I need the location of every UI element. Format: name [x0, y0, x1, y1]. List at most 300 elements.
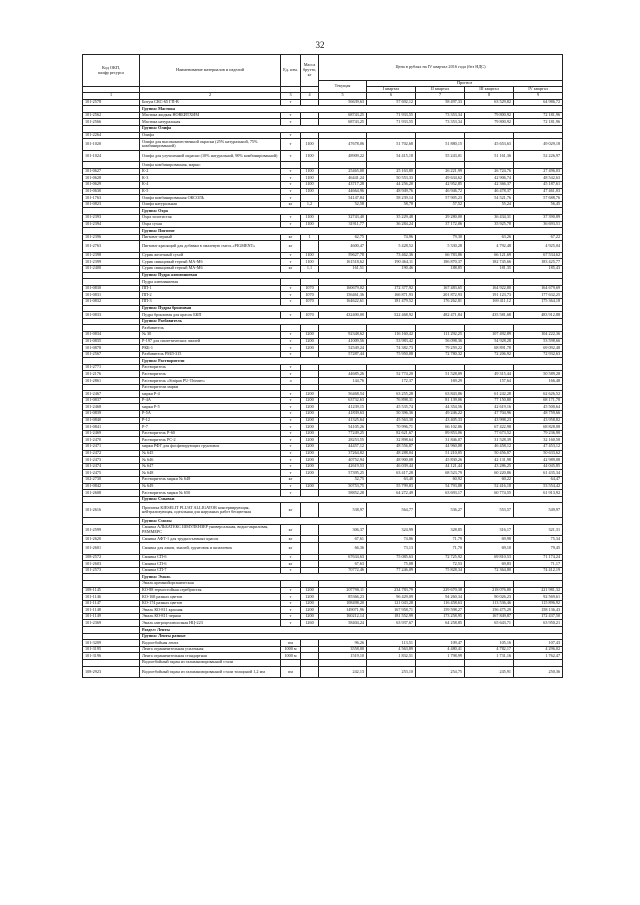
price-cell: 175 364,18 — [514, 298, 563, 305]
table-row — [83, 600, 563, 607]
name-cell: ПП-1 — [140, 285, 281, 292]
group-row — [83, 106, 563, 113]
name-cell: К-4 — [140, 181, 281, 188]
name-cell: Охра сухая — [140, 221, 281, 228]
price-cell: 254,75 — [416, 666, 465, 678]
price-cell: 46 458,12 — [465, 444, 514, 451]
price-cell: 77 246,09 — [367, 567, 416, 574]
code-cell: 101-2562 — [83, 112, 140, 119]
table-row — [83, 201, 563, 208]
price-cell — [465, 162, 514, 169]
name-cell: Р-7 — [140, 424, 281, 431]
unit-cell: т — [281, 404, 301, 411]
unit-cell: т — [281, 351, 301, 358]
code-cell: 101-2398 — [83, 252, 140, 259]
name-cell: Растворитель РС-2 — [140, 437, 281, 444]
mass-cell — [301, 554, 319, 561]
price-cell: 64 258,85 — [416, 620, 465, 627]
price-cell: 164622,61 — [319, 298, 367, 305]
column-number: 5 — [319, 93, 367, 100]
header-name: Наименование материалов и изделий — [140, 55, 281, 87]
mass-cell — [301, 660, 319, 667]
price-cell: 1 798,99 — [416, 653, 465, 660]
price-cell: 79 236,90 — [514, 430, 563, 437]
group-title: Группа: Смолы — [140, 518, 563, 525]
name-cell: Олифа натуральная — [140, 201, 281, 208]
price-cell — [514, 325, 563, 332]
price-cell: 41839,63 — [319, 411, 367, 418]
price-cell: 48 556,87 — [367, 444, 416, 451]
mass-cell: 1200 — [301, 450, 319, 457]
price-cell: 79,45 — [514, 543, 563, 555]
price-cell: 181 552,99 — [367, 613, 416, 620]
price-cell: 71,17 — [514, 561, 563, 568]
table-row — [83, 397, 563, 404]
price-cell: 37 390,89 — [514, 214, 563, 221]
name-cell: Р-197 для синтетических эмалей — [140, 338, 281, 345]
price-cell — [514, 580, 563, 587]
column-number: 2 — [140, 93, 281, 100]
price-cell: 70772,46 — [319, 567, 367, 574]
mass-cell: 1200 — [301, 338, 319, 345]
price-cell: 49 315,44 — [465, 371, 514, 378]
price-cell: 167 849,87 — [465, 613, 514, 620]
price-cell: 44 256,20 — [367, 181, 416, 188]
unit-cell: кг — [281, 201, 301, 208]
name-cell: Смывка СП-6 — [140, 561, 281, 568]
price-cell: 432400,00 — [319, 312, 367, 319]
name-cell: Эмаль нитроцеллюлозная НЦ-223 — [140, 620, 281, 627]
price-cell: 48 759,66 — [514, 411, 563, 418]
code-cell: 101-1149 — [83, 613, 140, 620]
price-cell: 69,98 — [465, 536, 514, 543]
mass-cell — [301, 561, 319, 568]
group-title: Группа: Ленты разные — [140, 633, 563, 640]
page-number: 32 — [315, 40, 325, 50]
price-cell: 26 724,76 — [465, 168, 514, 175]
name-cell: Растворитель марки № 650 — [140, 490, 281, 497]
header-price-title: Цена в рублях на IV квартал 2016 года (без НДС) — [319, 55, 563, 81]
price-cell: 69,10 — [465, 543, 514, 555]
code-cell: 101-0834 — [83, 331, 140, 338]
price-cell: 71,70 — [416, 543, 465, 555]
price-cell: 64 986,72 — [514, 99, 563, 106]
name-cell: РКБ-1 — [140, 345, 281, 352]
price-cell: 173 258,95 — [416, 613, 465, 620]
unit-cell: т — [281, 214, 301, 221]
price-cell — [465, 325, 514, 332]
group-title: Группа: Растворители — [140, 358, 563, 365]
table-row — [83, 168, 563, 175]
price-cell: 60,22 — [465, 476, 514, 483]
price-cell: 43 958,82 — [514, 417, 563, 424]
price-cell: 47 704,96 — [465, 411, 514, 418]
price-cell: 108498,20 — [319, 600, 367, 607]
table-row — [83, 666, 563, 678]
code-cell: 101-0837 — [83, 397, 140, 404]
name-cell: Р-4А — [140, 397, 281, 404]
price-cell: 57 905,23 — [416, 195, 465, 202]
name-cell: Смывка для лаков, эмалей, грунтовок и шпатлевок — [140, 543, 281, 555]
group-row — [83, 272, 563, 279]
price-cell: 107,43 — [514, 640, 563, 647]
price-cell: 51 880,15 — [416, 139, 465, 151]
name-cell: № 30 — [140, 331, 281, 338]
unit-cell: л — [281, 378, 301, 385]
price-cell: 121 043,28 — [367, 600, 416, 607]
unit-cell: т — [281, 312, 301, 319]
unit-cell: т — [281, 195, 301, 202]
unit-cell: т — [281, 600, 301, 607]
code-cell — [83, 272, 140, 279]
price-cell: 105,16 — [465, 640, 514, 647]
unit-cell: т — [281, 613, 301, 620]
price-cell: 160679,02 — [319, 285, 367, 292]
mass-cell — [301, 364, 319, 371]
unit-cell: пм — [281, 640, 301, 647]
code-cell: 101-2578 — [83, 99, 140, 106]
price-cell: 4 782,17 — [465, 646, 514, 653]
header-mass: Масса брутто, кг — [301, 55, 319, 87]
price-cell: 76 898,31 — [367, 397, 416, 404]
code-cell: 101-2469 — [83, 430, 140, 437]
price-cell: 56468,54 — [319, 391, 367, 398]
price-cell: 253,10 — [367, 666, 416, 678]
price-cell — [416, 660, 465, 667]
unit-cell: пм — [281, 666, 301, 678]
name-cell: Водоотбойный экран из гальванизированной стали толщиной 1,2 мм — [140, 666, 281, 678]
code-cell — [83, 633, 140, 640]
name-cell: КО-174 разных цветов — [140, 600, 281, 607]
price-cell: 51 702,68 — [367, 139, 416, 151]
code-cell: 101-2861 — [83, 378, 140, 385]
mass-cell — [301, 490, 319, 497]
price-cell: 167 483,65 — [416, 285, 465, 292]
price-cell: 564,77 — [367, 503, 416, 518]
price-cell: 77249,25 — [319, 430, 367, 437]
price-cell: 164 679,69 — [514, 285, 563, 292]
code-cell: 101-2396 — [83, 234, 140, 241]
price-cell: 62,75 — [319, 234, 367, 241]
unit-cell: кг — [281, 536, 301, 543]
mass-cell — [301, 371, 319, 378]
price-cell: 31 846,07 — [416, 437, 465, 444]
price-cell — [319, 132, 367, 139]
column-number: 4 — [301, 93, 319, 100]
price-cell: 55 243,01 — [416, 150, 465, 162]
price-cell: 553,57 — [465, 503, 514, 518]
price-cell: 36 284,24 — [367, 221, 416, 228]
price-cell: 45 500,64 — [514, 404, 563, 411]
name-cell: № 648 — [140, 470, 281, 477]
table-row — [83, 457, 563, 464]
price-cell: 538,97 — [319, 503, 367, 518]
price-cell: 96,26 — [319, 640, 367, 647]
price-cell: 56639,63 — [319, 99, 367, 106]
price-cell — [514, 660, 563, 667]
price-cell: 63,40 — [367, 476, 416, 483]
table-row — [83, 587, 563, 594]
code-cell: 101-0628 — [83, 175, 140, 182]
price-cell: 56 098,36 — [416, 338, 465, 345]
code-cell: 101-3209 — [83, 640, 140, 647]
unit-cell: т — [281, 450, 301, 457]
table-row — [83, 463, 563, 470]
price-cell — [367, 325, 416, 332]
price-table — [82, 54, 563, 678]
name-cell: Мастика жидкая НОВБИТХИМ — [140, 112, 281, 119]
code-cell: 101-2566 — [83, 119, 140, 126]
price-cell: 245,91 — [465, 666, 514, 678]
price-cell: 73 353,34 — [416, 112, 465, 119]
price-cell: 57 692,12 — [367, 99, 416, 106]
price-cell — [514, 132, 563, 139]
price-cell — [367, 162, 416, 169]
mass-cell — [301, 646, 319, 653]
price-cell: 37 172,06 — [416, 221, 465, 228]
table-row — [83, 607, 563, 614]
code-cell: 101-2264 — [83, 132, 140, 139]
price-cell: 51 210,05 — [416, 450, 465, 457]
price-cell: 109,47 — [416, 640, 465, 647]
price-cell — [367, 384, 416, 391]
name-cell: № 647 — [140, 463, 281, 470]
unit-cell: кг — [281, 241, 301, 253]
price-cell: 5 330,28 — [416, 241, 465, 253]
price-cell: 42619,53 — [319, 463, 367, 470]
unit-cell: т — [281, 168, 301, 175]
mass-cell: 1200 — [301, 424, 319, 431]
price-cell: 57287,44 — [319, 351, 367, 358]
price-cell: 58 239,14 — [367, 195, 416, 202]
price-cell: 1 731,16 — [465, 653, 514, 660]
group-row — [83, 633, 563, 640]
code-cell — [83, 496, 140, 503]
mass-cell: 1200 — [301, 437, 319, 444]
price-cell: 63 255,28 — [367, 391, 416, 398]
code-cell: 101-1148 — [83, 607, 140, 614]
price-cell: 324,99 — [367, 524, 416, 536]
price-cell: 48 949,76 — [367, 188, 416, 195]
mass-cell: 1200 — [301, 391, 319, 398]
price-cell: 29 280,00 — [416, 214, 465, 221]
price-cell: 43 286,25 — [465, 463, 514, 470]
price-cell — [367, 660, 416, 667]
code-cell: 101-0841 — [83, 424, 140, 431]
price-cell: 242,13 — [319, 666, 367, 678]
name-cell: Растворитель — [140, 364, 281, 371]
price-cell: 36 693,51 — [514, 221, 563, 228]
mass-cell — [301, 195, 319, 202]
unit-cell: т — [281, 221, 301, 228]
price-cell: 157,64 — [465, 378, 514, 385]
code-cell: 101-2475 — [83, 470, 140, 477]
price-cell: 159 598,27 — [416, 607, 465, 614]
name-cell: ПП-2 — [140, 292, 281, 299]
price-cell: 82 621,67 — [367, 430, 416, 437]
code-cell: 108-2923 — [83, 666, 140, 678]
group-title: Группа: Смывки — [140, 496, 563, 503]
mass-cell: 1100 — [301, 139, 319, 151]
name-cell: Растворители марки — [140, 384, 281, 391]
mass-cell: 1200 — [301, 331, 319, 338]
code-cell: 101-2394 — [83, 221, 140, 228]
name-cell: Битум СКС-65 ГП-В — [140, 99, 281, 106]
price-cell: 104 222,36 — [514, 331, 563, 338]
code-cell: 101-1024 — [83, 150, 140, 162]
price-cell: 42 619,16 — [465, 404, 514, 411]
price-cell: 181 479,52 — [367, 298, 416, 305]
table-row — [83, 259, 563, 266]
price-cell: 44 121,44 — [416, 463, 465, 470]
price-cell: 44 045,85 — [514, 463, 563, 470]
price-cell: 53 554,42 — [514, 483, 563, 490]
price-cell — [319, 279, 367, 286]
mass-cell — [301, 112, 319, 119]
mass-cell — [301, 567, 319, 574]
code-cell: 101-3195 — [83, 646, 140, 653]
code-cell: 101-2399 — [83, 259, 140, 266]
code-cell: 101-2472 — [83, 450, 140, 457]
price-cell: 54147,84 — [319, 195, 367, 202]
table-row — [83, 188, 563, 195]
code-cell: 102-2730 — [83, 476, 140, 483]
table-row — [83, 450, 563, 457]
mass-cell: 1200 — [301, 397, 319, 404]
mass-cell: 1200 — [301, 345, 319, 352]
unit-cell: т — [281, 430, 301, 437]
unit-cell: т — [281, 607, 301, 614]
unit-cell: т — [281, 99, 301, 106]
price-cell — [319, 660, 367, 667]
price-cell: 54 928,28 — [465, 338, 514, 345]
price-cell: 43717,28 — [319, 181, 367, 188]
name-cell: марки Р-5 — [140, 404, 281, 411]
mass-cell: 1100 — [301, 188, 319, 195]
price-cell: 64,47 — [514, 476, 563, 483]
unit-cell: т — [281, 424, 301, 431]
code-cell: 101-2763 — [83, 241, 140, 253]
price-cell — [514, 279, 563, 286]
unit-cell: т — [281, 470, 301, 477]
price-cell: 68 891,78 — [465, 345, 514, 352]
price-cell: 176 262,81 — [416, 298, 465, 305]
table-row — [83, 653, 563, 660]
code-cell: 101-0840 — [83, 417, 140, 424]
price-cell: 68743,25 — [319, 112, 367, 119]
code-cell: 101-0835 — [83, 338, 140, 345]
price-cell: 48 542,63 — [514, 175, 563, 182]
price-cell — [416, 580, 465, 587]
price-cell: 71 174,24 — [514, 554, 563, 561]
group-row — [83, 228, 563, 235]
unit-cell: т — [281, 391, 301, 398]
unit-cell: 1000 м — [281, 653, 301, 660]
table-row — [83, 298, 563, 305]
table-row — [83, 646, 563, 653]
price-cell: 72 780,32 — [416, 351, 465, 358]
table-row — [83, 285, 563, 292]
price-cell: 166 871,93 — [367, 292, 416, 299]
unit-cell: кг — [281, 503, 301, 518]
price-cell: 94 260,34 — [416, 594, 465, 601]
mass-cell: 1100 — [301, 252, 319, 259]
price-cell: 69 092,48 — [514, 345, 563, 352]
table-row — [83, 660, 563, 667]
price-cell: 92 569,61 — [514, 594, 563, 601]
price-cell: 42 366,37 — [465, 181, 514, 188]
table-row — [83, 613, 563, 620]
price-cell: 56,45 — [514, 201, 563, 208]
mass-cell — [301, 241, 319, 253]
unit-cell — [281, 580, 301, 587]
price-cell: 60 220,86 — [465, 470, 514, 477]
name-cell: КО-168 разных цветов — [140, 594, 281, 601]
code-cell: 101-2467 — [83, 391, 140, 398]
price-cell: 54 793,88 — [416, 483, 465, 490]
group-title: Группа: Мастика — [140, 106, 563, 113]
mass-cell — [301, 384, 319, 391]
table-row — [83, 351, 563, 358]
name-cell: ПП-3 — [140, 298, 281, 305]
table-row — [83, 265, 563, 272]
mass-cell: 1070 — [301, 285, 319, 292]
column-number: 1 — [83, 93, 140, 100]
name-cell: Растворитель — [140, 371, 281, 378]
code-cell — [83, 358, 140, 365]
price-cell: 1 832,51 — [367, 653, 416, 660]
price-cell: 116 458,63 — [416, 600, 465, 607]
price-cell: 49 634,62 — [416, 175, 465, 182]
price-cell — [319, 580, 367, 587]
table-row — [83, 162, 563, 169]
price-cell — [465, 364, 514, 371]
price-cell: 61 242,28 — [465, 391, 514, 398]
price-cell: 25465,00 — [319, 168, 367, 175]
mass-cell: 1200 — [301, 594, 319, 601]
table-row — [83, 483, 563, 490]
code-cell — [83, 574, 140, 581]
table-row — [83, 279, 563, 286]
mass-cell — [301, 653, 319, 660]
mass-cell: 1070 — [301, 312, 319, 319]
price-cell: 4600,47 — [319, 241, 367, 253]
table-row — [83, 536, 563, 543]
price-cell: 79 259,22 — [416, 345, 465, 352]
price-cell: 92348,62 — [319, 331, 367, 338]
price-cell: 81 139,06 — [416, 397, 465, 404]
name-cell: Лента ограничительная стандартная — [140, 653, 281, 660]
price-cell: 46 946,72 — [416, 188, 465, 195]
unit-cell: кг — [281, 524, 301, 536]
mass-cell: 1100 — [301, 181, 319, 188]
price-cell: 522 468,92 — [367, 312, 416, 319]
header-q1: I квартал — [367, 87, 416, 93]
price-cell — [319, 162, 367, 169]
price-cell: 71 933,55 — [367, 112, 416, 119]
code-cell — [83, 518, 140, 525]
unit-cell: т — [281, 331, 301, 338]
price-cell: 75 950,08 — [367, 351, 416, 358]
price-cell: 74,96 — [367, 234, 416, 241]
price-cell: 53 598,66 — [514, 338, 563, 345]
price-cell: 60 774,55 — [465, 490, 514, 497]
price-cell: 68 171,78 — [514, 397, 563, 404]
price-cell: 42 989,08 — [514, 457, 563, 464]
mass-cell: 1200 — [301, 457, 319, 464]
price-cell — [514, 364, 563, 371]
price-cell: 50 589,28 — [514, 371, 563, 378]
